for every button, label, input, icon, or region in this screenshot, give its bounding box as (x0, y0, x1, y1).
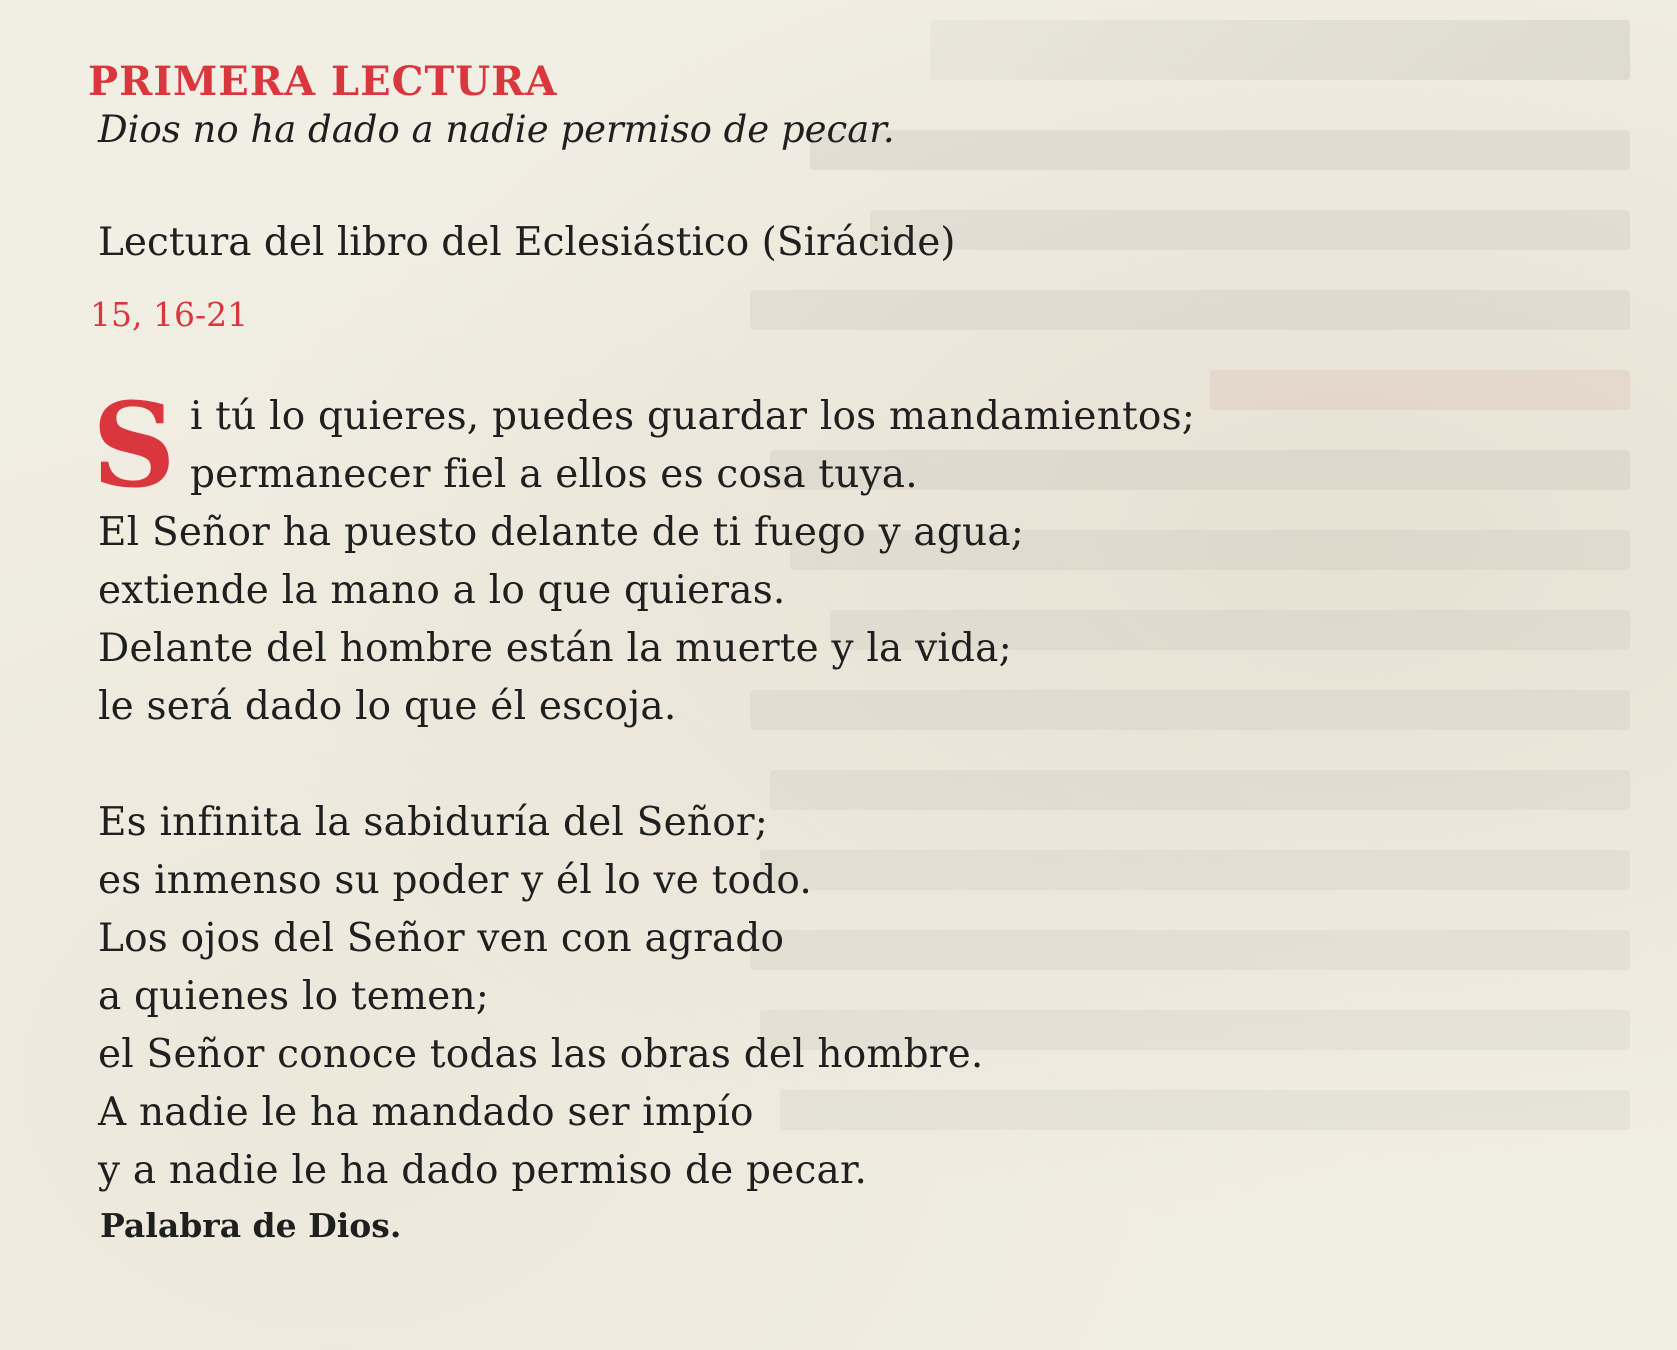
section-label: PRIMERA LECTURA (88, 58, 558, 105)
reverse-side-bleed (700, 10, 1630, 1170)
verse-line: permanecer fiel a ellos es cosa tuya. (190, 452, 918, 497)
verse-line: Los ojos del Señor ven con agrado (98, 916, 785, 961)
verse-line: es inmenso su poder y él lo ve todo. (98, 858, 812, 903)
verse-line: le será dado lo que él escoja. (98, 684, 677, 729)
book-title: Lectura del libro del Eclesiástico (Sirácide) (98, 220, 956, 265)
verse-line: Es infinita la sabiduría del Señor; (98, 800, 769, 845)
verse-line: i tú lo quieres, puedes guardar los mandamientos; (190, 394, 1196, 439)
verse-line: extiende la mano a lo que quieras. (98, 568, 786, 613)
verse-line: y a nadie le ha dado permiso de pecar. (98, 1148, 868, 1193)
verse-line: a quienes lo temen; (98, 974, 490, 1019)
verse-line: A nadie le ha mandado ser impío (98, 1090, 754, 1135)
scripture-citation: 15, 16-21 (90, 295, 249, 334)
verse-line: el Señor conoce todas las obras del hombre. (98, 1032, 984, 1077)
drop-cap: S (92, 378, 176, 514)
verse-line: Delante del hombre están la muerte y la vida; (98, 626, 1012, 671)
closing-acclamation: Palabra de Dios. (100, 1206, 402, 1245)
reading-summary: Dios no ha dado a nadie permiso de pecar. (98, 108, 895, 151)
verse-line: El Señor ha puesto delante de ti fuego y agua; (98, 510, 1025, 555)
